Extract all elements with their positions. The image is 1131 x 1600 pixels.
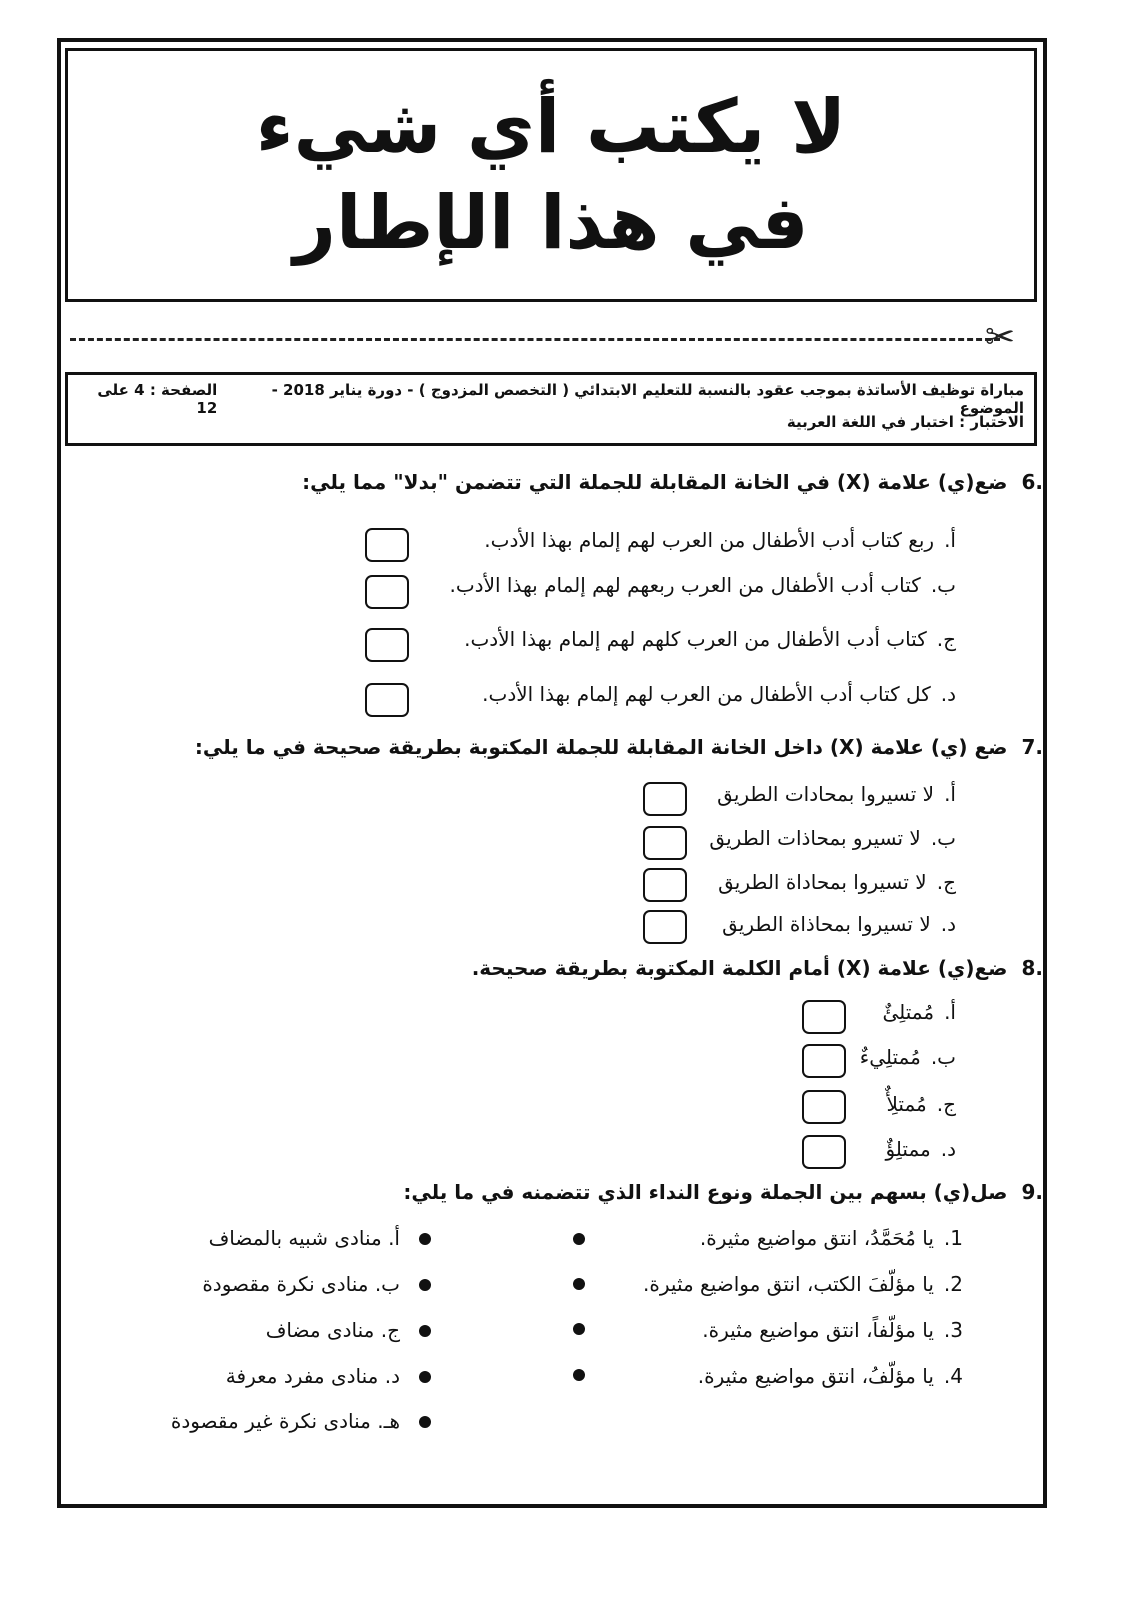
question-text: ضع(ي) علامة (X) أمام الكلمة المكتوبة بطريقة صحيحة. xyxy=(471,956,1008,980)
question-text: صل(ي) بسهم بين الجملة ونوع النداء الذي تتضمنه في ما يلي: xyxy=(403,1180,1008,1204)
question-number: .7 xyxy=(1021,735,1043,759)
exam-title: مباراة توظيف الأساتذة بموجب عقود بالنسبة للتعليم الابتدائي ( التخصص المزدوج ) - دورة يناير 2018 - الموضوع xyxy=(271,381,1024,417)
q9-type-a: أ. منادى شبيه بالمضاف xyxy=(208,1226,400,1250)
question-number: .6 xyxy=(1021,470,1043,494)
q7-checkbox-b[interactable] xyxy=(643,826,687,860)
question-7-title xyxy=(195,735,1043,759)
q6-checkbox-c[interactable] xyxy=(365,628,409,662)
question-number: .9 xyxy=(1021,1180,1043,1204)
q8-option-b: ب.مُمتلِيءٌ xyxy=(859,1045,956,1069)
q8-checkbox-b[interactable] xyxy=(802,1044,846,1078)
q9-type-dot-d[interactable] xyxy=(419,1371,431,1383)
question-9-title xyxy=(403,1180,1043,1204)
q9-type-dot-b[interactable] xyxy=(419,1279,431,1291)
q8-option-c: ج.مُمتلِأٌ xyxy=(886,1092,956,1116)
q8-checkbox-d[interactable] xyxy=(802,1135,846,1169)
q6-option-b: ب.كتاب أدب الأطفال من العرب ربعهم لهم إلمام بهذا الأدب. xyxy=(449,573,956,597)
q6-option-a: أ.ربع كتاب أدب الأطفال من العرب لهم إلمام بهذا الأدب. xyxy=(484,528,956,552)
q8-option-d: د.ممتلِؤٌ xyxy=(885,1137,956,1161)
q6-checkbox-b[interactable] xyxy=(365,575,409,609)
q7-checkbox-a[interactable] xyxy=(643,782,687,816)
q9-sentence-dot-3[interactable] xyxy=(573,1323,585,1335)
q9-sentence-dot-4[interactable] xyxy=(573,1369,585,1381)
exam-subject: الاختبار : اختبار في اللغة العربية xyxy=(786,413,1024,431)
q9-type-e: هـ. منادى نكرة غير مقصودة xyxy=(170,1409,400,1433)
q9-sentence-dot-1[interactable] xyxy=(573,1233,585,1245)
question-text: ضع(ي) علامة (X) في الخانة المقابلة للجملة التي تتضمن "بدلا" مما يلي: xyxy=(302,470,1008,494)
q6-option-c: ج.كتاب أدب الأطفال من العرب كلهم لهم إلمام بهذا الأدب. xyxy=(464,627,956,651)
no-write-box xyxy=(65,48,1037,302)
q9-type-dot-e[interactable] xyxy=(419,1416,431,1428)
q9-type-b: ب. منادى نكرة مقصودة xyxy=(202,1272,400,1296)
no-write-line-1: لا يكتب أي شيء xyxy=(255,84,847,170)
q9-sentence-4: 4.يا مؤلّفُ، انتق مواضيع مثيرة. xyxy=(697,1364,963,1388)
q8-checkbox-a[interactable] xyxy=(802,1000,846,1034)
q6-option-d: د.كل كتاب أدب الأطفال من العرب لهم إلمام بهذا الأدب. xyxy=(482,682,956,706)
question-number: .8 xyxy=(1021,956,1043,980)
page-label: الصفحة : 4 على 12 xyxy=(97,381,218,417)
q6-checkbox-d[interactable] xyxy=(365,683,409,717)
q7-option-b: ب.لا تسيرو بمحاذات الطريق xyxy=(709,826,956,850)
q7-checkbox-d[interactable] xyxy=(643,910,687,944)
exam-header xyxy=(65,372,1037,446)
question-6-title xyxy=(302,470,1043,494)
q8-option-a: أ.مُمتلِئٌ xyxy=(882,1000,956,1024)
q9-sentence-2: 2.يا مؤلّفَ الكتب، انتق مواضيع مثيرة. xyxy=(643,1272,963,1296)
q6-checkbox-a[interactable] xyxy=(365,528,409,562)
q7-option-a: أ.لا تسيروا بمحادات الطريق xyxy=(717,782,956,806)
q7-checkbox-c[interactable] xyxy=(643,868,687,902)
q9-sentence-1: 1.يا مُحَمَّدُ، انتق مواضيع مثيرة. xyxy=(699,1226,963,1250)
cut-line xyxy=(70,338,1000,341)
q9-sentence-3: 3.يا مؤلّفاً، انتق مواضيع مثيرة. xyxy=(702,1318,963,1342)
q9-type-dot-a[interactable] xyxy=(419,1233,431,1245)
q9-sentence-dot-2[interactable] xyxy=(573,1278,585,1290)
question-text: ضع (ي) علامة (X) داخل الخانة المقابلة للجملة المكتوبة بطريقة صحيحة في ما يلي: xyxy=(194,735,1008,759)
no-write-line-2: في هذا الإطار xyxy=(293,180,809,266)
q9-type-d: د. منادى مفرد معرفة xyxy=(225,1364,400,1388)
q9-type-c: ج. منادى مضاف xyxy=(265,1318,400,1342)
q7-option-d: د.لا تسيروا بمحاذاة الطريق xyxy=(722,912,956,936)
q7-option-c: ج.لا تسيروا بمحاداة الطريق xyxy=(718,870,956,894)
question-8-title xyxy=(472,956,1043,980)
q8-checkbox-c[interactable] xyxy=(802,1090,846,1124)
q9-type-dot-c[interactable] xyxy=(419,1325,431,1337)
scissors-icon: ✂ xyxy=(985,317,1016,358)
